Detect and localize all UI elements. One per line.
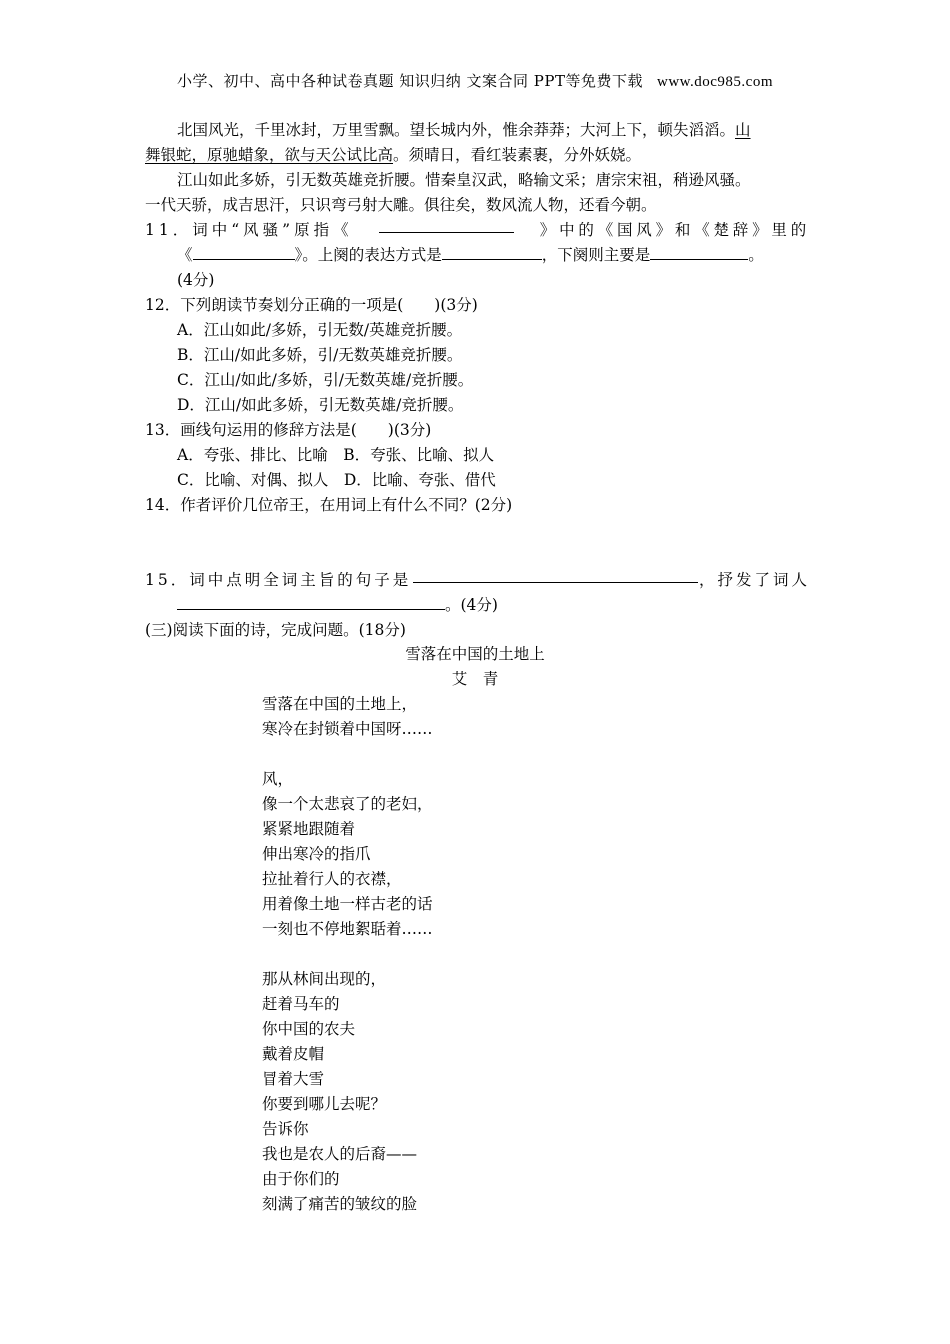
poem-author: 艾 青	[451, 670, 499, 688]
q14-stem: 14．作者评价几位帝王，在用词上有什么不同？(2分)	[145, 496, 513, 514]
poem-line: 刻满了痛苦的皱纹的脸	[262, 1195, 418, 1213]
poem-line: 我也是农人的后裔——	[262, 1145, 418, 1163]
q11-blank-3[interactable]	[442, 245, 542, 260]
q15-blank-2[interactable]	[177, 595, 445, 610]
section-3-heading: (三)阅读下面的诗，完成问题。(18分)	[145, 621, 406, 639]
q12-stem: 12．下列朗读节奏划分正确的一项是( )(3分)	[145, 296, 478, 314]
poem-line: 伸出寒冷的指爪	[262, 845, 371, 863]
poem-line: 用着像土地一样古老的话	[262, 895, 433, 913]
header-url[interactable]: www.doc985.com	[656, 74, 773, 90]
poem-line: 风，	[262, 770, 294, 788]
q13-options-row-1: A．夸张、排比、比喻 B．夸张、比喻、拟人	[177, 446, 495, 464]
poem-line: 雪落在中国的土地上，	[262, 695, 418, 713]
underlined-sentence: 山	[735, 121, 751, 139]
q11-blank-1[interactable]	[379, 218, 514, 233]
q11-line-1: 11．词中“风骚”原指《 》中的《国风》和《楚辞》里的	[145, 218, 810, 243]
q15-blank-1[interactable]	[413, 568, 698, 583]
poem-line: 告诉你	[262, 1120, 309, 1138]
poem-line: 紧紧地跟随着	[262, 820, 356, 838]
q15-line-1: 15．词中点明全词主旨的句子是 ，抒发了词人	[145, 568, 810, 593]
poem-line: 一刻也不停地絮聒着……	[262, 920, 433, 938]
q11-blank-2[interactable]	[193, 245, 295, 260]
poem-line: 像一个太悲哀了的老妇，	[262, 795, 433, 813]
poem-line: 赶着马车的	[262, 995, 340, 1013]
ci-line-1: 北国风光，千里冰封，万里雪飘。望长城内外，惟余莽莽；大河上下，顿失滔滔。山	[177, 121, 751, 139]
poem-line: 冒着大雪	[262, 1070, 325, 1088]
poem-line: 由于你们的	[262, 1170, 340, 1188]
q12-option-d: D．江山/如此多娇，引无数英雄/竞折腰。	[177, 396, 464, 414]
poem-title: 雪落在中国的土地上	[405, 645, 545, 663]
underlined-sentence-cont: 舞银蛇，原驰蜡象，欲与天公试比高	[145, 146, 394, 164]
q15-line-2: 。(4分)	[177, 593, 498, 618]
poem-line: 寒冷在封锁着中国呀……	[262, 720, 433, 738]
q12-option-b: B．江山/如此多娇，引/无数英雄竞折腰。	[177, 346, 463, 364]
q11-blank-4[interactable]	[650, 245, 748, 260]
ci-line-3: 江山如此多娇，引无数英雄竞折腰。惜秦皇汉武，略输文采；唐宗宋祖，稍逊风骚。	[177, 171, 751, 189]
header-text: 小学、初中、高中各种试卷真题 知识归纳 文案合同 PPT等免费下载	[176, 72, 643, 90]
poem-line: 那从林间出现的，	[262, 970, 387, 988]
q11-score: (4分)	[177, 271, 215, 289]
q11-line-2: 《 》。上阕的表达方式是 ，下阕则主要是 。	[177, 246, 764, 264]
page-header	[0, 70, 950, 91]
poem-line: 拉扯着行人的衣襟，	[262, 870, 402, 888]
q13-stem: 13．画线句运用的修辞方法是( )(3分)	[145, 421, 432, 439]
ci-line-4: 一代天骄，成吉思汗，只识弯弓射大雕。俱往矣，数风流人物，还看今朝。	[145, 196, 657, 214]
poem-line: 你中国的农夫	[262, 1020, 356, 1038]
q12-option-a: A．江山如此/多娇，引无数/英雄竞折腰。	[177, 321, 463, 339]
poem-line: 戴着皮帽	[262, 1045, 325, 1063]
q13-options-row-2: C．比喻、对偶、拟人 D．比喻、夸张、借代	[177, 471, 496, 489]
poem-line: 你要到哪儿去呢？	[262, 1095, 387, 1113]
ci-line-2: 舞银蛇，原驰蜡象，欲与天公试比高。须晴日，看红装素裹，分外妖娆。	[145, 146, 642, 164]
q12-option-c: C．江山/如此/多娇，引/无数英雄/竞折腰。	[177, 371, 474, 389]
